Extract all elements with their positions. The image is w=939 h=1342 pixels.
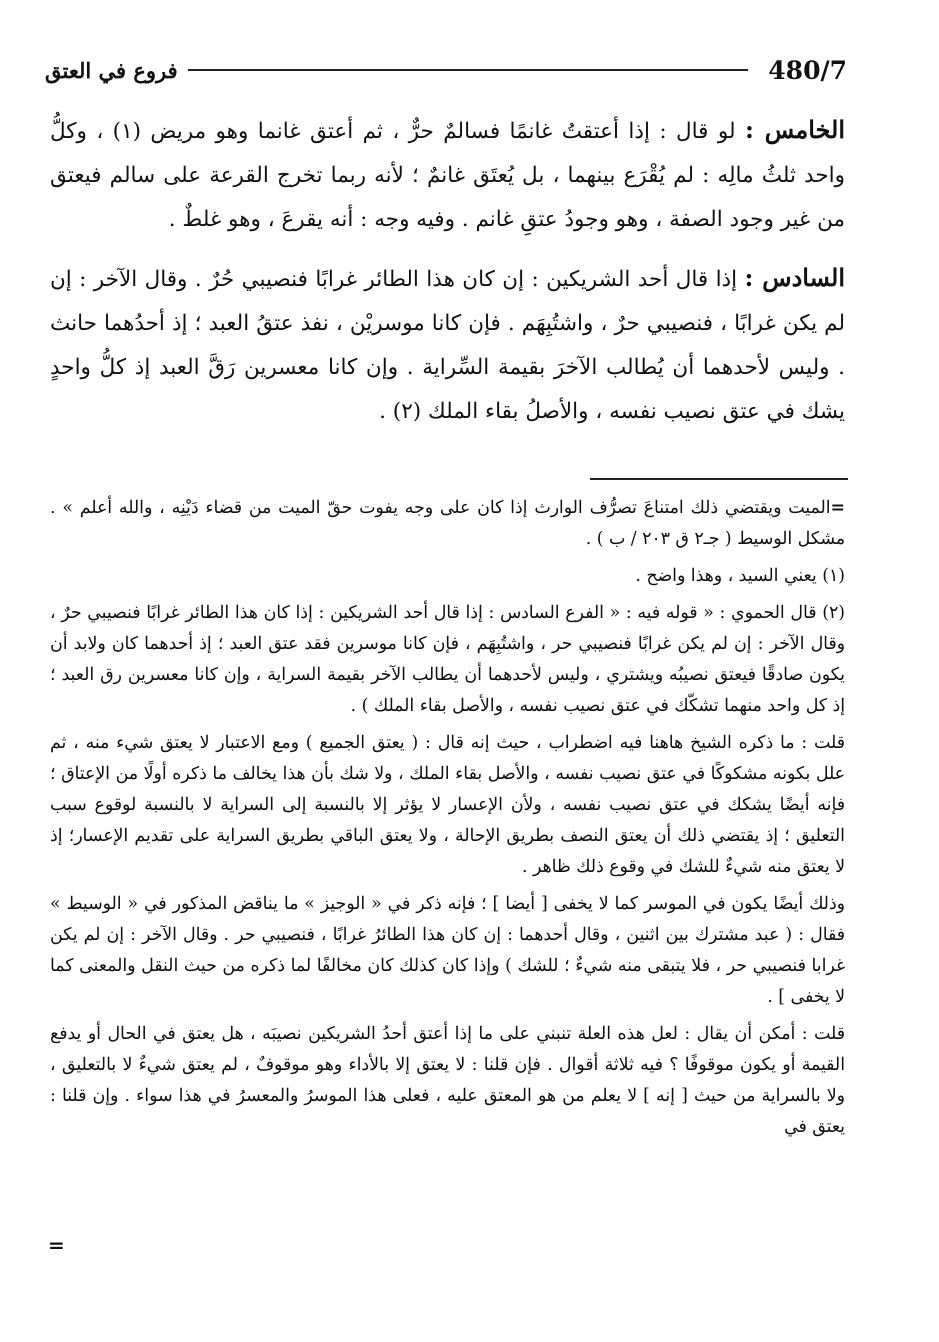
paragraph-sixth [50, 256, 845, 434]
footnote-1: (١) يعني السيد ، وهذا واضح . [635, 566, 845, 586]
paragraph-sixth-lead: السادس : [744, 263, 845, 292]
paragraph-sixth-text: إذا قال أحد الشريكين : إن كان هذا الطائر غرابًا فنصيبي حُرٌ . وقال الآخر : إن لم يكن غرابًا ، فنصيبي حرٌ ، واشتُبِهَم . فإن كانا موسريْن ، نفذ عتقُ العبد ؛ إذ أحدُهما حانث . وليس لأحدهما أن يُطالب الآخرَ بقيمة السِّراية . وإن كانا معسرين رَقَّ العبد إذ كلُّ واحدٍ يشك في عتق نصيب نفسه ، والأصلُ بقاء الملك (٢) . [50, 267, 845, 424]
footnote-2-comment-2: وذلك أيضًا يكون في الموسر كما لا يخفى [ أيضا ] ؛ فإنه ذكر في « الوجيز » ما يناقض المذكور في « الوسيط » فقال : ( عبد مشترك بين اثنين ، وقال أحدهما : إن كان هذا الطائرُ غرابًا ، فنصيبي حر . وقال الآخر : إن لم يكن غرابا فنصيبي حر ، فلا يتبقى منه شيءٌ ؛ للشك ) وإذا كان كذلك كان مخالفًا لما ذكره من حيث النقل والمعنى كما لا يخفى ] . [50, 894, 845, 1007]
footnote-separator [590, 478, 848, 480]
footnote-2: (٢) قال الحموي : « قوله فيه : « الفرع السادس : إذا قال أحد الشريكين : إذا كان هذا الطائر غرابًا فنصيبي حرٌ ، وقال الآخر : إن لم يكن غرابًا فنصيبي حر ، واشتُبِهَم ، فإن كانا موسرين فقد عتق العبد ؛ إذ أحدهما كان ولابد أن يكون صادقًا فيعتق نصيبُه ويشتري ، وليس لأحدهما أن يطالب الآخر بقيمة السراية ، وإن كانا معسرين رق العبد ؛ إذ كل واحد منهما تشكّك في عتق نصيب نفسه ، والأصل بقاء الملك ) . [50, 603, 845, 716]
header-rule [188, 69, 749, 71]
page-number: 480/7 [768, 55, 847, 85]
main-text [50, 108, 845, 434]
continuation-mark: = [830, 498, 845, 518]
footnote-2-comment-3: قلت : أمكن أن يقال : لعل هذه العلة تنبني على ما إذا أعتق أحدُ الشريكين نصيبَه ، هل يعتق في الحال أو يدفع القيمة أو يكون موقوفًا ؟ فيه ثلاثة أقوال . فإن قلنا : لا يعتق إلا بالأداء وهو موقوفٌ ، لم يعتق شيءٌ لا بالتعليق ، ولا بالسراية من حيث [ إنه ] لا يعلم من هو المعتق عليه ، فعلى هذا الموسرُ والمعسرُ في هذا سواء . وإن قلنا : يعتق في [50, 1024, 845, 1137]
paragraph-fifth [50, 108, 845, 242]
running-title: فروع في العتق [45, 57, 178, 83]
footnote-2-comment-1: قلت : ما ذكره الشيخ هاهنا فيه اضطراب ، حيث إنه قال : ( يعتق الجميع ) ومع الاعتبار لا يعتق شيء منه ، ثم علل بكونه مشكوكًا في عتق نصيب نفسه ، والأصل بقاء الملك ، ولا شك بأن هذا يخالف ما ذكره أولًا من الإعتاق ؛ فإنه أيضًا يشكك في عتق نصيب نفسه ، ولأن الإعسار لا يؤثر إلا بالنسبة إلى السراية لا بالنسبة لوقوع سبب التعليق ؛ إذ يقتضي ذلك أن يعتق النصف بطريق الإحالة ، ولا يعتق الباقي بطريق السراية على تقديم الإعسار؛ إذ لا يعتق منه شيءٌ للشك في وقوع ذلك ظاهر . [50, 733, 845, 877]
footnotes [50, 493, 845, 1143]
paragraph-fifth-lead: الخامس : [744, 115, 845, 144]
paragraph-fifth-text: لو قال : إذا أعتقتُ غانمًا فسالمٌ حرٌّ ، ثم أعتق غانما وهو مريض (١) ، وكلُّ واحد ثلثُ مالِه : لم يُقْرَع بينهما ، بل يُعتَق غانمٌ ؛ لأنه ربما تخرج القرعة على سالم فيعتق من غير وجود الصفة ، وهو وجودُ عتقِ غانم . وفيه وجه : أنه يقرعَ ، وهو غلطٌ . [50, 119, 845, 232]
footnote-continuation [50, 493, 845, 555]
page-header [45, 52, 847, 88]
continued-mark: = [48, 1233, 65, 1257]
footnote-continuation-text: الميت ويقتضي ذلك امتناعَ تصرُّف الوارث إذا كان على وجه يفوت حقّ الميت من قضاء دَيْنِه ، والله أعلم » . مشكل الوسيط ( جـ٢ ق ٢٠٣ / ب ) . [50, 498, 845, 549]
